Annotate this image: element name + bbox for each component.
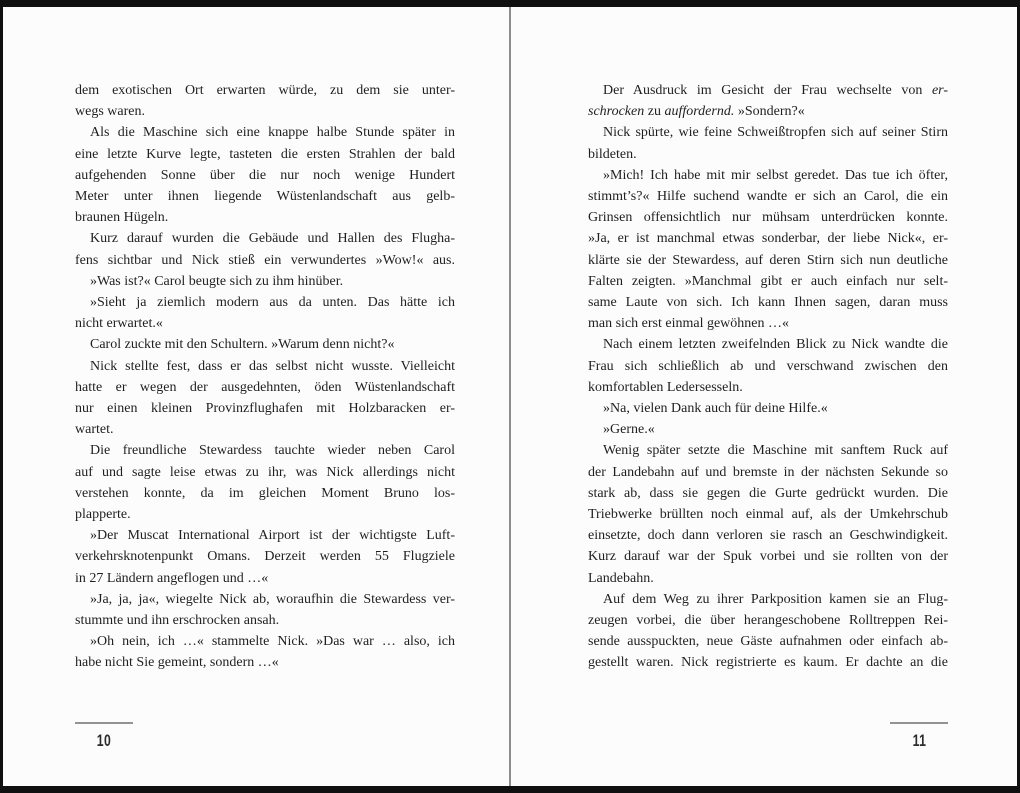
text-line: Nick stellte fest, dass er das selbst nicht wusste. Vielleicht [90, 358, 455, 374]
text-line: man sich erst einmal gewöhnen …« [588, 316, 790, 332]
text-line: schrocken zu auffordernd. »Sondern?« [588, 104, 805, 120]
text-line: Meter unter ihnen liegende Wüstenlandschaft aus gelb- [75, 189, 455, 205]
text-line: Kurz darauf wurden die Gebäude und Hallen des Flugha- [90, 231, 455, 247]
page-gutter-spine [509, 7, 511, 786]
text-line: komfortablen Ledersesseln. [588, 379, 743, 395]
text-line: Landebahn. [588, 570, 654, 586]
text-line: Wenig später setzte die Maschine mit sanftem Ruck auf [603, 443, 948, 459]
text-line: klärte sie der Stewardess, auf deren Stirn sich nun deutliche [588, 252, 948, 268]
text-line: einsetzte, doch dann verloren sie rasch an Geschwindigkeit. [588, 528, 948, 544]
text-line: hatte er wegen der ausgedehnten, öden Wüstenlandschaft [75, 379, 455, 395]
text-line: »Oh nein, ich …« stammelte Nick. »Das war … also, ich [90, 634, 455, 650]
text-line: »Was ist?« Carol beugte sich zu ihm hinüber. [90, 273, 344, 289]
right-page-footer [890, 722, 948, 751]
text-line: »Ja, ja, ja«, wiegelte Nick ab, woraufhin die Stewardess ver- [90, 591, 455, 607]
text-line: in 27 Ländern angeflogen und …« [75, 570, 269, 586]
text-line: verstehen konnte, da im gleichen Moment Bruno los- [75, 485, 455, 501]
text-line: nur einen kleinen Provinzflughafen mit Holzbaracken er- [75, 401, 455, 417]
text-line: auf und sagte leise etwas zu ihr, was Nick allerdings nicht [75, 464, 455, 480]
text-line: stark ab, dass sie gegen die Gurte gedrückt wurden. Die [588, 485, 948, 501]
text-line: dem exotischen Ort erwarten würde, zu dem sie unter- [75, 83, 455, 98]
text-line: eine letzte Kurve legte, tasteten die ersten Strahlen der bald [75, 146, 455, 162]
text-line: »Sieht ja ziemlich modern aus da unten. Das hätte ich [90, 295, 455, 311]
left-page-text [75, 80, 455, 674]
footer-rule-right [890, 722, 948, 724]
photo-border-left [0, 0, 3, 793]
text-line: Grinsen offensichtlich nur mühsam unterdrücken konnte. [588, 210, 948, 226]
text-line: Die freundliche Stewardess tauchte wieder neben Carol [90, 443, 455, 459]
footer-rule-left [75, 722, 133, 724]
text-line: wartet. [75, 422, 114, 438]
photo-border-top [0, 0, 1020, 7]
text-line: »Ja, er ist manchmal etwas sonderbar, der liebe Nick«, er- [588, 231, 948, 247]
text-line: bildeten. [588, 146, 637, 162]
text-line: Der Ausdruck im Gesicht der Frau wechselte von er- [603, 83, 948, 98]
text-line: »Gerne.« [603, 422, 655, 438]
text-line: »Der Muscat International Airport ist der wichtigste Luft- [90, 528, 455, 544]
text-line: aufgehenden Sonne über die nur noch wenige Hundert [75, 167, 455, 183]
text-line: Als die Maschine sich eine knappe halbe Stunde später in [90, 125, 455, 141]
text-line: Frau sich schließlich ab und verschwand zwischen den [588, 358, 948, 374]
text-line: nicht erwartet.« [75, 316, 163, 332]
text-line: wegs waren. [75, 104, 145, 120]
text-line: »Mich! Ich habe mit mir selbst geredet. Das tue ich öfter, [603, 167, 948, 183]
page-number-left: 10 [96, 731, 112, 750]
text-line: stimmt’s?« Hilfe suchend wandte er sich an Carol, die ein [588, 189, 948, 205]
text-line: Carol zuckte mit den Schultern. »Warum denn nicht?« [90, 337, 395, 353]
photo-border-bottom [0, 786, 1020, 793]
text-line: Nick spürte, wie feine Schweißtropfen sich auf seiner Stirn [603, 125, 948, 141]
right-page-text [588, 80, 948, 674]
text-line: Kurz darauf war der Spuk vorbei und sie rollten von der [588, 549, 948, 565]
text-line: habe nicht Sie gemeint, sondern …« [75, 655, 279, 671]
text-line: sende ausspuckten, neue Gäste aufnahmen oder einfach ab- [588, 634, 948, 650]
text-line: Falten zeigten. »Manchmal gibt er auch einfach nur selt- [588, 273, 948, 289]
text-line: braunen Hügeln. [75, 210, 169, 226]
text-line: Nach einem letzten zweifelnden Blick zu Nick wandte die [603, 337, 948, 353]
text-line: Triebwerke brüllten noch einmal auf, als der Umkehrschub [588, 507, 948, 523]
text-line: »Na, vielen Dank auch für deine Hilfe.« [603, 401, 828, 417]
text-line: Auf dem Weg zu ihrer Parkposition kamen sie an Flug- [603, 591, 948, 607]
text-line: fens sichtbar und Nick stieß ein verwundertes »Wow!« aus. [75, 252, 455, 268]
page-number-right: 11 [912, 731, 926, 750]
text-line: zeugen vorbei, die über herangeschobene Rolltreppen Rei- [588, 613, 948, 629]
text-line: stummte und ihn erschrocken ansah. [75, 613, 280, 629]
text-line: verkehrsknotenpunkt Omans. Derzeit werden 55 Flugziele [75, 549, 455, 565]
text-line: gestellt waren. Nick registrierte es kaum. Er dachte an die [588, 655, 948, 671]
text-line: der Landebahn auf und bremste in der nächsten Sekunde so [588, 464, 948, 480]
text-line: same Laute von sich. Ich kann Ihnen sagen, daran muss [588, 295, 948, 311]
left-page-footer [75, 722, 133, 751]
text-line: plapperte. [75, 507, 131, 523]
